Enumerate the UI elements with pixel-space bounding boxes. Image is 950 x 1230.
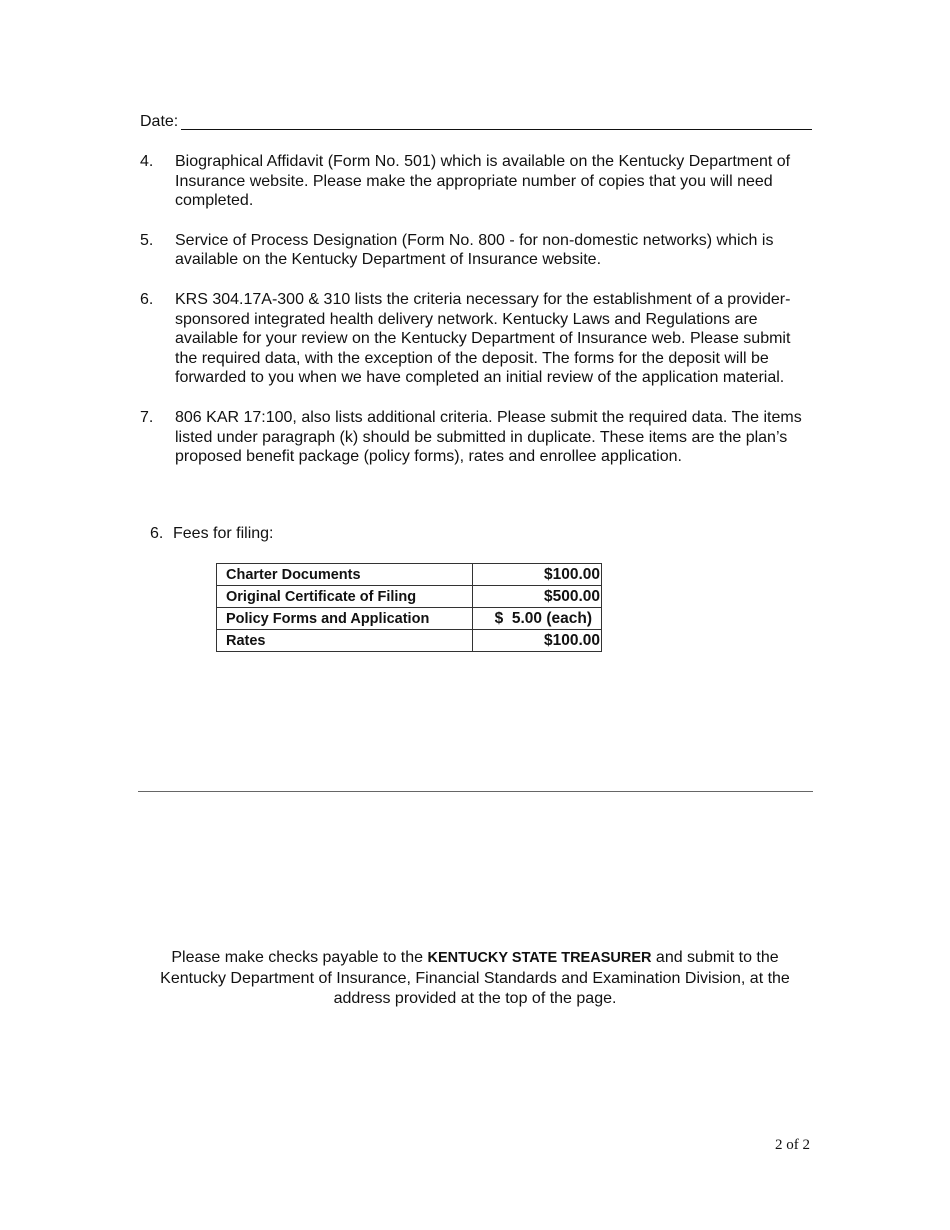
list-item-number: 5. [140, 231, 154, 249]
fees-heading-text: Fees for filing: [173, 525, 274, 542]
table-row [217, 608, 602, 630]
list-item-text: KRS 304.17A-300 & 310 lists the criteria necessary for the establishment of a provider-sponsored integrated health delivery network. Kentucky Laws and Regulations are available for your review on the Kentucky Department of Insurance web. Please submit the required data, with the exception of the deposit. The forms for the deposit will be forwarded to you when we have completed an initial review of the application material. [175, 290, 791, 387]
list-item-text: Biographical Affidavit (Form No. 501) which is available on the Kentucky Department of Insurance website. Please make the appropriate number of copies that you will need completed. [175, 153, 791, 210]
list-item-number: 4. [140, 153, 154, 170]
date-label: Date: [140, 113, 179, 130]
fee-label: Policy Forms and Application [217, 608, 473, 630]
list-item-text: 806 KAR 17:100, also lists additional criteria. Please submit the required data. The items listed under paragraph (k) should be submitted in duplicate. These items are the plan’s proposed benefit package (policy forms), rates and enrollee application. [175, 408, 802, 466]
fee-amount: $100.00 [473, 630, 602, 652]
fee-label: Rates [217, 630, 473, 652]
list-item [140, 408, 812, 467]
list-item-number: 7. [140, 408, 154, 426]
fee-amount: $100.00 [473, 564, 602, 586]
fee-label: Original Certificate of Filing [217, 586, 473, 608]
table-row [217, 630, 602, 652]
page-number: 2 of 2 [775, 1137, 810, 1153]
list-item-text: Service of Process Designation (Form No. 800 - for non-domestic networks) which is available on the Kentucky Department of Insurance website. [175, 231, 774, 269]
date-field-row [140, 112, 812, 134]
fee-label: Charter Documents [217, 564, 473, 586]
payment-text-start: Please make checks payable to the [171, 949, 428, 966]
fee-amount: $ 5.00 (each) [473, 608, 602, 630]
list-item-number: 6. [140, 290, 154, 308]
section-divider [138, 791, 813, 792]
table-row [217, 564, 602, 586]
fees-heading-number: 6. [150, 525, 164, 542]
fee-amount: $500.00 [473, 586, 602, 608]
requirements-list [140, 152, 812, 487]
fees-table [216, 563, 602, 652]
payment-text-end: and submit to the Kentucky Department of Insurance, Financial Standards and Examination Division, at the address provided at the top of the page. [160, 949, 790, 1007]
list-item [140, 231, 812, 270]
list-item [140, 152, 812, 211]
payment-instructions [140, 948, 810, 1010]
payee-name: KENTUCKY STATE TREASURER [427, 950, 652, 966]
table-row [217, 586, 602, 608]
date-input-line[interactable] [181, 129, 812, 130]
list-item [140, 290, 812, 388]
fees-heading [150, 524, 273, 544]
